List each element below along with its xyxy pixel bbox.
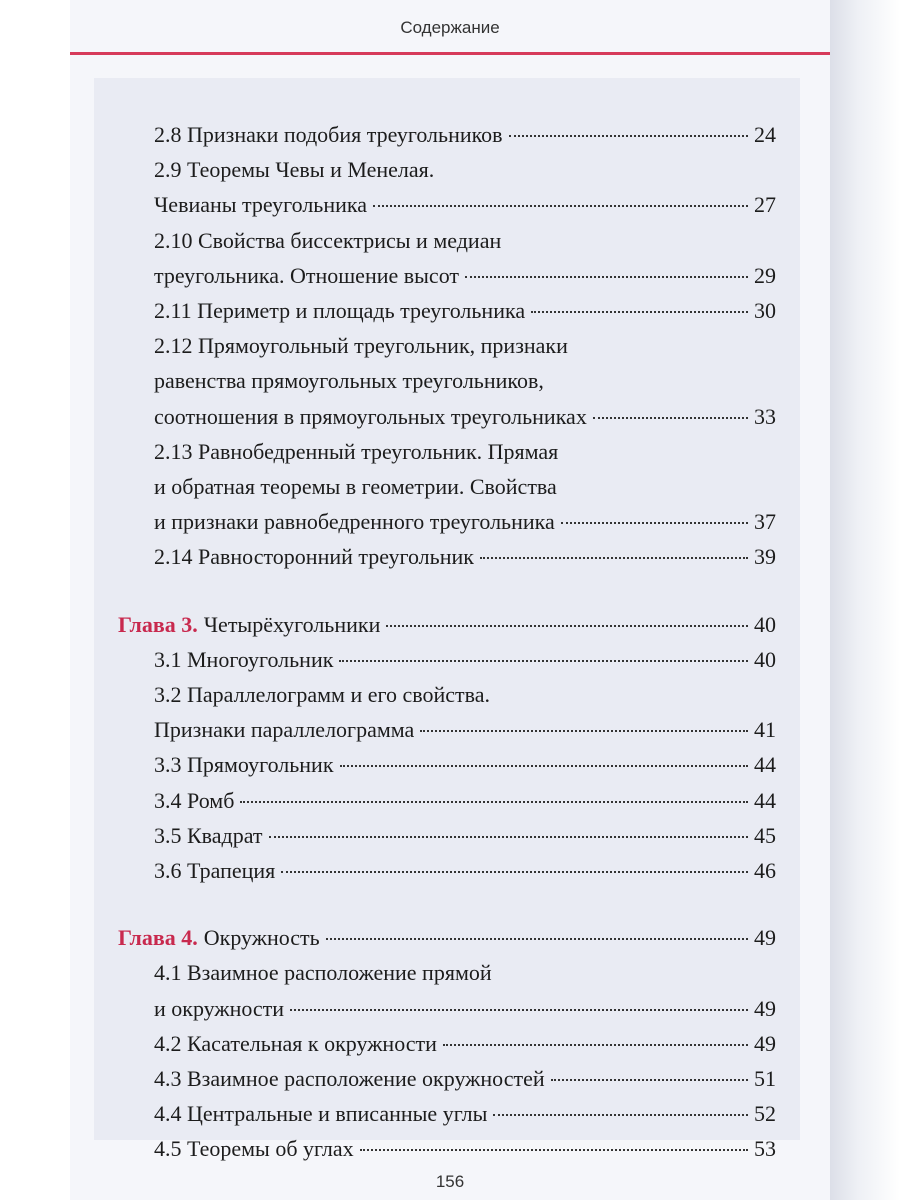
toc-page-number: 39: [754, 544, 776, 570]
toc-page-number: 29: [754, 262, 776, 288]
toc-entry-title: 3.6 Трапеция: [154, 858, 276, 883]
toc-entry: [154, 1132, 776, 1166]
dot-leader: [561, 522, 748, 524]
toc-entry-title: и обратная теоремы в геометрии. Свойства: [154, 474, 557, 499]
toc-entry-title: 4.5 Теоремы об углах: [154, 1136, 354, 1162]
toc-entry-title: 3.5 Квадрат: [154, 822, 263, 848]
toc-entry-title: Признаки параллелограмма: [154, 717, 415, 743]
toc-page-number: 51: [754, 1066, 776, 1091]
toc-entry: [154, 224, 776, 258]
toc-page-number: 24: [754, 122, 776, 147]
toc-entry: [154, 153, 776, 187]
toc-entry: [154, 364, 776, 398]
toc-page-number: 49: [754, 925, 776, 951]
toc-entry: [154, 643, 776, 677]
toc-entry-title: 2.9 Теоремы Чевы и Менелая.: [154, 157, 435, 183]
dot-leader: [340, 765, 748, 767]
toc-entry-title: и окружности: [154, 995, 285, 1021]
toc-entry: [154, 188, 776, 222]
dot-leader: [480, 557, 748, 559]
toc-entry-title: Четырёхугольники: [203, 611, 381, 637]
dot-leader: [443, 1044, 748, 1046]
toc-entry: [154, 540, 776, 574]
dot-leader: [281, 871, 748, 873]
toc-entry-title: 2.11 Периметр и площадь треугольника: [154, 298, 526, 323]
toc-entry-title: 2.8 Признаки подобия треугольников: [154, 122, 503, 147]
header-title: Содержание: [400, 18, 500, 37]
toc-entry: [154, 1062, 776, 1096]
toc-entry: [154, 470, 776, 504]
toc-page-number: 44: [754, 787, 776, 813]
toc-entry-title: Чевианы треугольника: [154, 192, 368, 218]
dot-leader: [269, 836, 748, 838]
toc-page-number: 49: [754, 1030, 776, 1056]
toc-entry-title: 3.4 Ромб: [154, 787, 235, 813]
toc-entry: [154, 1027, 776, 1061]
dot-leader: [373, 205, 748, 207]
toc-entry-title: 3.1 Многоугольник: [154, 646, 334, 672]
toc-page-number: 53: [754, 1136, 776, 1162]
toc-page-number: 30: [754, 298, 776, 323]
toc-entry: [154, 505, 776, 539]
toc-page-number: 33: [754, 403, 776, 429]
dot-leader: [593, 417, 748, 419]
toc-entry-title: 2.10 Свойства биссектрисы и медиан: [154, 227, 502, 253]
toc-page-number: 40: [754, 646, 776, 672]
toc-chapter-entry: [118, 608, 776, 642]
dot-leader: [420, 730, 748, 732]
header-rule: [70, 52, 830, 55]
toc-entry-title: 4.1 Взаимное расположение прямой: [154, 960, 492, 986]
toc-page-number: 40: [754, 611, 776, 637]
toc-entry: [154, 118, 776, 152]
dot-leader: [493, 1114, 748, 1116]
toc-page-number: 49: [754, 995, 776, 1021]
toc-page-number: 46: [754, 858, 776, 883]
toc-entry-title: соотношения в прямоугольных треугольниках: [154, 403, 587, 429]
toc-entry: [154, 713, 776, 747]
toc-entry-title: 3.3 Прямоугольник: [154, 752, 334, 778]
toc-entry-title: треугольника. Отношение высот: [154, 262, 460, 288]
toc-entry: [154, 956, 776, 990]
toc-page-number: 37: [754, 509, 776, 535]
toc-entry-title: 2.14 Равносторонний треугольник: [154, 544, 474, 570]
dot-leader: [360, 1149, 748, 1151]
toc-entry: [154, 784, 776, 818]
toc-entry-title: 2.12 Прямоугольный треугольник, признаки: [154, 333, 568, 359]
toc-entry-title: 4.2 Касательная к окружности: [154, 1030, 437, 1056]
dot-leader: [386, 625, 748, 627]
page-left-margin: [0, 0, 70, 1200]
toc-entry: [154, 329, 776, 363]
toc-entry: [154, 1097, 776, 1131]
toc-entry: [154, 400, 776, 434]
toc-page-number: 45: [754, 822, 776, 848]
toc-entry: [154, 748, 776, 782]
page-number: 156: [435, 1172, 465, 1191]
toc-page-number: 41: [754, 717, 776, 743]
dot-leader: [531, 311, 748, 313]
toc-entry-title: 4.4 Центральные и вписанные углы: [154, 1101, 488, 1127]
running-header: [70, 0, 830, 54]
toc-entry: [154, 992, 776, 1026]
toc-entry: [154, 854, 776, 888]
dot-leader: [240, 801, 748, 803]
toc-page-number: 52: [754, 1101, 776, 1127]
toc-entry: [154, 259, 776, 293]
toc-entry-title: Окружность: [203, 925, 320, 951]
toc-page-number: 44: [754, 752, 776, 778]
dot-leader: [465, 276, 748, 278]
book-spine-shadow: [830, 0, 900, 1200]
chapter-label: Глава 4.: [118, 925, 198, 951]
dot-leader: [551, 1079, 748, 1081]
dot-leader: [339, 660, 748, 662]
toc-entry: [154, 435, 776, 469]
toc-entry: [154, 678, 776, 712]
toc-entry-title: 4.3 Взаимное расположение окружностей: [154, 1066, 545, 1091]
book-page: [70, 0, 830, 1200]
dot-leader: [326, 938, 748, 940]
toc-chapter-entry: [118, 921, 776, 955]
toc-page-number: 27: [754, 192, 776, 218]
toc-entry-title: равенства прямоугольных треугольников,: [154, 368, 544, 394]
toc-entry: [154, 819, 776, 853]
dot-leader: [290, 1009, 748, 1011]
toc-entry: [154, 294, 776, 328]
dot-leader: [509, 135, 748, 137]
toc-entry-title: 2.13 Равнобедренный треугольник. Прямая: [154, 438, 559, 464]
toc-entry-title: и признаки равнобедренного треугольника: [154, 509, 555, 535]
chapter-label: Глава 3.: [118, 611, 198, 637]
toc-entry-title: 3.2 Параллелограмм и его свойства.: [154, 682, 490, 707]
